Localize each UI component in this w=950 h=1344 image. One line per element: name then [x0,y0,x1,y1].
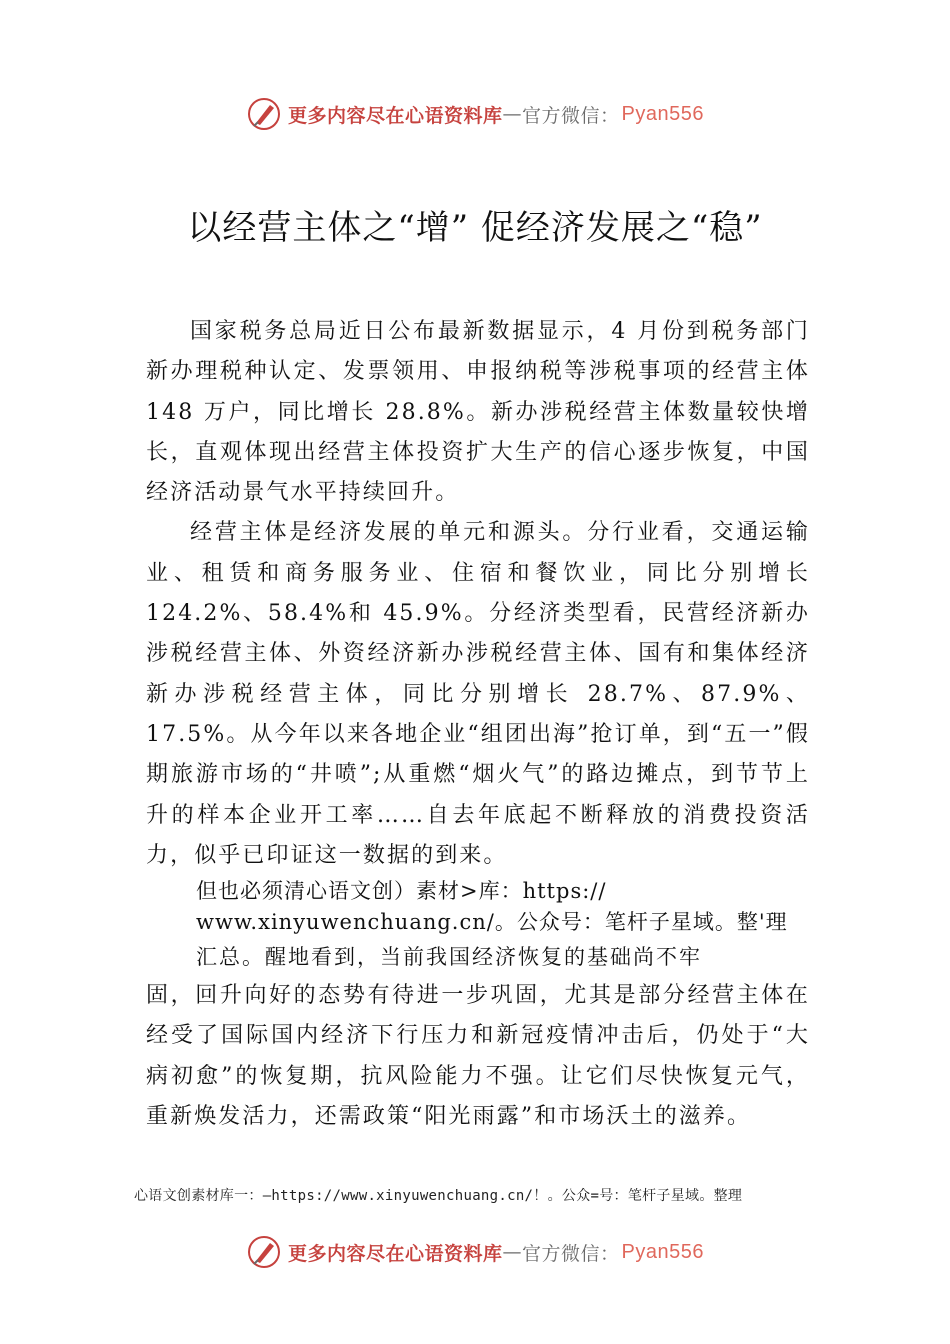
article-body [146,312,810,1137]
paragraph-2: 经营主体是经济发展的单元和源头。分行业看，交通运输业、租赁和商务服务业、住宿和餐饮业，同比分别增长124.2%、58.4%和 45.9%。分经济类型看，民营经济新办涉税经营主体、外资经济新办涉税经营主体、国有和集体经济新办涉税经营主体，同比分别增长 28.7%、87.9%、17.5%。从今年以来各地企业“组团出海”抢订单，到“五一”假期旅游市场的“井喷”;从重燃“烟火气”的路边摊点，到节节上升的样本企业开工率……自去年底起不断释放的消费投资活力，似乎已印证这一数据的到来。 [146,520,810,868]
pen-logo-icon [246,1234,282,1270]
banner-official: 官方微信： [522,104,620,127]
banner-separator: — [502,103,523,125]
banner-brand: 更多内容尽在心语资料库 [288,1242,503,1265]
article-title: 以经营主体之“增” 促经济发展之“稳” [187,208,763,248]
banner-brand: 更多内容尽在心语资料库 [288,104,503,127]
footer-banner [0,1230,950,1274]
paragraph-1: 国家税务总局近日公布最新数据显示，4 月份到税务部门新办理税种认定、发票领用、申报纳税等涉税事项的经营主体 148 万户，同比增长 28.8%。新办涉税经营主体数量较快增长，直观体现出经营主体投资扩大生产的信心逐步恢复，中国经济活动景气水平持续回升。 [146,319,810,506]
inserted-line-1: 但也必须清心语文创）素材>库：https:// [196,879,607,904]
pen-logo-icon [246,96,282,132]
banner-handle: Pyan556 [621,1240,704,1263]
banner-separator: — [502,1241,523,1263]
banner-handle: Pyan556 [621,102,704,125]
header-banner [0,92,950,136]
banner-official: 官方微信： [522,1242,620,1265]
footer-note: 心语文创素材库一：—https://www.xinyuwenchuang.cn/！。公众=号：笔杆子星域。整理 [134,1188,743,1204]
inserted-line-2: www.xinyuwenchuang.cn/。公众号：笔杆子星域。整'理 [196,910,788,935]
paragraph-3: 固，回升向好的态势有待进一步巩固，尤其是部分经营主体在经受了国际国内经济下行压力和新冠疫情冲击后，仍处于“大病初愈”的恢复期，抗风险能力不强。让它们尽快恢复元气，重新焕发活力，还需政策“阳光雨露”和市场沃土的滋养。 [146,983,810,1130]
inserted-line-3: 汇总。醒地看到，当前我国经济恢复的基础尚不牢 [196,945,702,970]
